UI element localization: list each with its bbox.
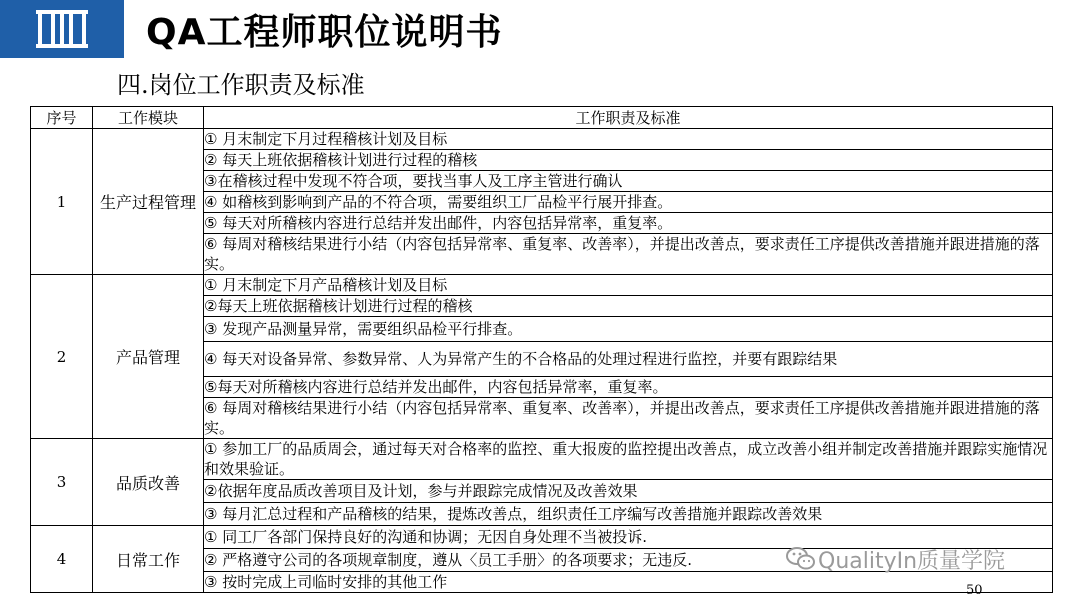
duty-item: ② 严格遵守公司的各项规章制度，遵从〈员工手册〉的各项要求；无违反.	[204, 549, 1053, 572]
duty-item: ① 月末制定下月过程稽核计划及目标	[204, 129, 1053, 150]
watermark	[786, 544, 1005, 578]
row-number: 1	[31, 129, 93, 275]
duty-item: ⑤每天对所稽核内容进行总结并发出邮件，内容包括异常率，重复率。	[204, 377, 1053, 398]
row-number: 2	[31, 275, 93, 439]
duty-item: ②每天上班依据稽核计划进行过程的稽核	[204, 296, 1053, 317]
table-header-row	[31, 107, 1053, 129]
row-module: 品质改善	[93, 439, 204, 526]
company-logo	[0, 0, 124, 58]
duty-item: ① 参加工厂的品质周会，通过每天对合格率的监控、重大报废的监控提出改善点，成立改善小组并制定改善措施并跟踪实施情况和效果验证。	[204, 439, 1053, 480]
column-header-number: 序号	[31, 107, 93, 129]
table-row	[31, 275, 1053, 296]
building-logo-icon	[34, 8, 90, 50]
duty-item: ⑤ 每天对所稽核内容进行总结并发出邮件，内容包括异常率，重复率。	[204, 213, 1053, 234]
duty-item: ① 同工厂各部门保持良好的沟通和协调；无因自身处理不当被投诉.	[204, 526, 1053, 549]
duty-item: ① 月末制定下月产品稽核计划及目标	[204, 275, 1053, 296]
document-title: QA工程师职位说明书	[146, 12, 503, 53]
duty-item: ② 每天上班依据稽核计划进行过程的稽核	[204, 150, 1053, 171]
page-number: 50	[966, 583, 983, 598]
row-number: 4	[31, 526, 93, 593]
duty-item: ③ 每月汇总过程和产品稽核的结果，提炼改善点，组织责任工序编写改善措施并跟踪改善效果	[204, 503, 1053, 526]
table-row	[31, 439, 1053, 480]
duty-item: ③ 发现产品测量异常，需要组织品检平行排查。	[204, 317, 1053, 342]
row-module: 日常工作	[93, 526, 204, 593]
header-bar	[0, 0, 1080, 58]
duty-item: ③ 按时完成上司临时安排的其他工作	[204, 572, 1053, 593]
table-row	[31, 129, 1053, 150]
duty-table	[30, 106, 1053, 593]
row-module: 产品管理	[93, 275, 204, 439]
duty-item: ②依据年度品质改善项目及计划，参与并跟踪完成情况及改善效果	[204, 480, 1053, 503]
duty-item: ⑥ 每周对稽核结果进行小结（内容包括异常率、重复率、改善率），并提出改善点，要求责任工序提供改善措施并跟进措施的落实。	[204, 398, 1053, 439]
row-number: 3	[31, 439, 93, 526]
duty-item: ③在稽核过程中发现不符合项，要找当事人及工序主管进行确认	[204, 171, 1053, 192]
wechat-icon	[786, 546, 816, 578]
section-heading: 四.岗位工作职责及标准	[117, 71, 365, 99]
row-module: 生产过程管理	[93, 129, 204, 275]
duty-item: ⑥ 每周对稽核结果进行小结（内容包括异常率、重复率、改善率），并提出改善点，要求责任工序提供改善措施并跟进措施的落实。	[204, 234, 1053, 275]
column-header-module: 工作模块	[93, 107, 204, 129]
column-header-duties: 工作职责及标准	[204, 107, 1053, 129]
watermark-text: QualityIn质量学院	[818, 549, 1006, 574]
duty-item: ④ 如稽核到影响到产品的不符合项，需要组织工厂品检平行展开排查。	[204, 192, 1053, 213]
duty-item: ④ 每天对设备异常、参数异常、人为异常产生的不合格品的处理过程进行监控，并要有跟踪结果	[204, 342, 1053, 377]
